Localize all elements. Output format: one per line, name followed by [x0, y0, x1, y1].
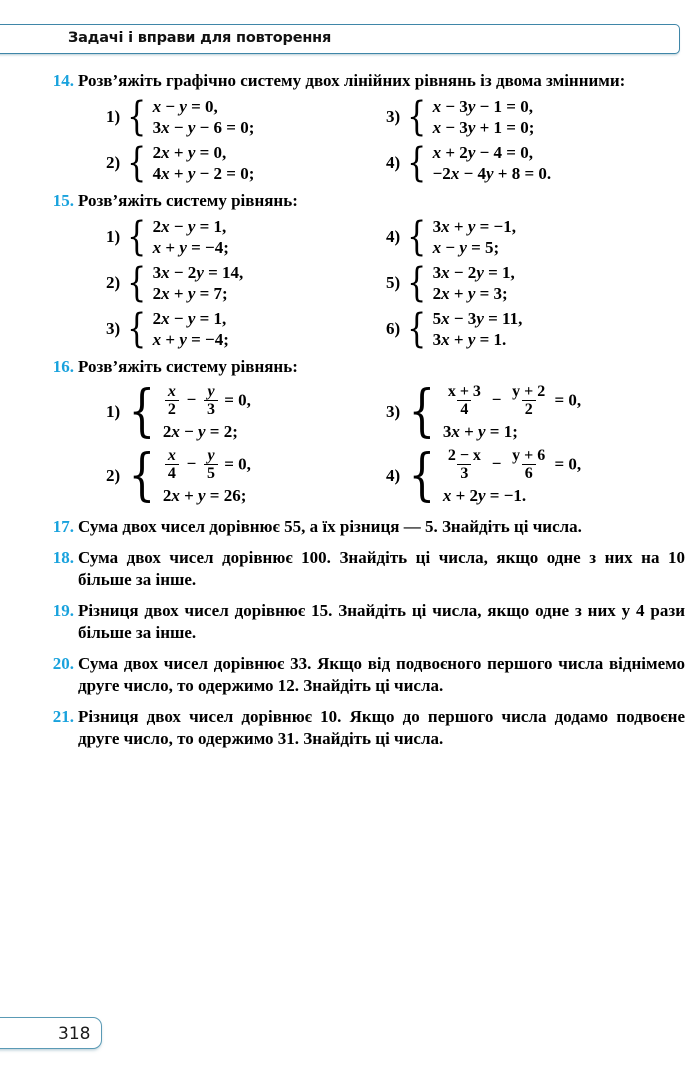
fraction-numerator: x	[167, 383, 176, 400]
equation-stack	[433, 96, 685, 138]
equation-stack	[433, 308, 685, 350]
fraction-numerator: x + 3	[447, 383, 481, 400]
fraction-equation-rhs: = 0,	[224, 454, 251, 474]
task-prompt: Сума двох чисел дорівнює 33. Якщо від подвоєного першого числа віднімемо друге число, то одержимо 12. Знайдіть ці числа.	[78, 654, 685, 695]
system-grid-14	[106, 94, 685, 186]
brace-icon: {	[408, 378, 436, 444]
equation-stack	[153, 308, 386, 350]
system-label: 1)	[106, 107, 121, 126]
system-label: 4)	[386, 227, 401, 246]
fraction-equation-rhs: = 0,	[224, 390, 251, 410]
equation: 2x + y = 26;	[162, 486, 247, 505]
equation: 3x + y = 1.	[432, 330, 507, 349]
fraction-equation	[443, 446, 685, 485]
brace-icon: {	[407, 260, 427, 306]
fraction	[509, 384, 548, 417]
system-item	[106, 306, 386, 352]
page-number: 318	[58, 1024, 91, 1044]
equation-stack	[433, 142, 685, 184]
equation: 3x − 2y = 1,	[432, 263, 515, 282]
system-grid-15	[106, 214, 685, 352]
fraction-numerator: y + 6	[512, 447, 546, 464]
minus-operator: −	[186, 390, 197, 410]
system-item	[106, 94, 386, 140]
brace-icon: {	[128, 442, 156, 508]
system-label: 3)	[386, 402, 401, 421]
system-label: 6)	[386, 319, 401, 338]
system-item	[386, 306, 685, 352]
task-17	[0, 516, 695, 538]
task-prompt: Сума двох чисел дорівнює 100. Знайдіть ці числа, якщо одне з них на 10 більше за інше.	[78, 548, 685, 589]
system-grid-16	[106, 380, 685, 508]
task-19	[0, 600, 695, 644]
fraction-denominator: 4	[165, 464, 179, 481]
equation: x − y = 0,	[152, 97, 218, 116]
equation: x + y = −4;	[152, 238, 229, 257]
minus-operator: −	[186, 454, 197, 474]
system-label: 1)	[106, 402, 121, 421]
equation: 3x − 2y = 14,	[152, 263, 244, 282]
system-item	[386, 94, 685, 140]
task-prompt: Розв’яжіть систему рівнянь:	[78, 191, 298, 210]
task-prompt: Сума двох чисел дорівнює 55, а їх різниця — 5. Знайдіть ці числа.	[78, 517, 582, 536]
fraction	[509, 448, 548, 481]
equation-stack	[163, 446, 386, 506]
fraction-denominator: 3	[204, 400, 218, 417]
fraction	[445, 448, 484, 481]
equation: x + y = −4;	[152, 330, 229, 349]
brace-icon: {	[407, 306, 427, 352]
equation-stack	[163, 382, 386, 442]
task-number: 17.	[52, 517, 74, 536]
equation: 4x + y − 2 = 0;	[152, 164, 255, 183]
task-14	[0, 70, 695, 186]
brace-icon: {	[127, 94, 147, 140]
task-number: 18.	[52, 548, 74, 567]
fraction-equation-rhs: = 0,	[554, 454, 582, 474]
equation-stack	[153, 142, 386, 184]
brace-icon: {	[127, 306, 147, 352]
equation-stack	[153, 216, 386, 258]
fraction-denominator: 3	[457, 464, 471, 481]
task-number: 16.	[52, 357, 74, 376]
equation: x − 3y + 1 = 0;	[432, 118, 535, 137]
task-prompt: Розв’яжіть систему рівнянь:	[78, 357, 298, 376]
minus-operator: −	[491, 454, 502, 474]
fraction-denominator: 6	[522, 464, 536, 481]
task-21	[0, 706, 695, 750]
fraction-equation	[443, 382, 685, 421]
task-prompt: Різниця двох чисел дорівнює 15. Знайдіть ці числа, якщо одне з них у 4 рази більше за інше.	[78, 601, 685, 642]
system-item	[386, 380, 685, 444]
system-item	[386, 444, 685, 508]
task-number: 19.	[52, 601, 74, 620]
minus-operator: −	[491, 390, 502, 410]
fraction-numerator: y	[207, 383, 215, 400]
task-16	[0, 356, 695, 508]
fraction-denominator: 2	[522, 400, 536, 417]
system-label: 3)	[106, 319, 121, 338]
fraction-equation	[163, 382, 386, 421]
task-prompt: Різниця двох чисел дорівнює 10. Якщо до першого числа додамо подвоєне друге число, то одержимо 31. Знайдіть ці числа.	[78, 707, 685, 748]
equation: 3x − y − 6 = 0;	[152, 118, 255, 137]
equation-stack	[153, 262, 386, 304]
fraction-denominator: 2	[165, 400, 179, 417]
system-label: 1)	[106, 227, 121, 246]
fraction-denominator: 5	[204, 464, 218, 481]
equation: 3x + y = 1;	[442, 422, 518, 441]
equation: x − y = 5;	[432, 238, 500, 257]
brace-icon: {	[408, 442, 436, 508]
brace-icon: {	[407, 214, 427, 260]
equation: 3x + y = −1,	[432, 217, 516, 236]
page-content	[0, 70, 695, 752]
system-item	[386, 260, 685, 306]
equation: 2x − y = 2;	[162, 422, 238, 441]
equation-stack	[443, 446, 685, 506]
task-20	[0, 653, 695, 697]
fraction-numerator: 2 − x	[447, 447, 481, 464]
equation-stack	[433, 216, 685, 258]
brace-icon: {	[128, 378, 156, 444]
brace-icon: {	[127, 140, 147, 186]
fraction-equation	[163, 446, 386, 485]
system-label: 2)	[106, 273, 121, 292]
fraction-equation-rhs: = 0,	[554, 390, 582, 410]
system-item	[386, 214, 685, 260]
fraction-numerator: x	[167, 447, 176, 464]
fraction	[445, 384, 484, 417]
equation: 2x + y = 3;	[432, 284, 508, 303]
equation: x + 2y = −1.	[442, 486, 527, 505]
equation: 2x − y = 1,	[152, 217, 227, 236]
brace-icon: {	[127, 260, 147, 306]
fraction-numerator: y	[207, 447, 215, 464]
fraction	[204, 384, 218, 417]
equation: x − 3y − 1 = 0,	[432, 97, 533, 116]
system-item	[106, 214, 386, 260]
system-label: 2)	[106, 153, 121, 172]
equation-stack	[433, 262, 685, 304]
equation-stack	[153, 96, 386, 138]
fraction-numerator: y + 2	[512, 383, 546, 400]
equation: 2x − y = 1,	[152, 309, 227, 328]
task-number: 21.	[52, 707, 74, 726]
system-item	[106, 260, 386, 306]
fraction	[165, 448, 179, 481]
system-item	[386, 140, 685, 186]
brace-icon: {	[127, 214, 147, 260]
system-label: 2)	[106, 466, 121, 485]
system-label: 4)	[386, 153, 401, 172]
task-15	[0, 190, 695, 352]
task-prompt: Розв’яжіть графічно систему двох лінійних рівнянь із двома змінними:	[78, 71, 626, 90]
task-number: 20.	[52, 654, 74, 673]
brace-icon: {	[407, 140, 427, 186]
system-label: 3)	[386, 107, 401, 126]
equation-stack	[443, 382, 685, 442]
fraction	[165, 384, 179, 417]
system-item	[106, 380, 386, 444]
system-item	[106, 140, 386, 186]
system-item	[106, 444, 386, 508]
equation: x + 2y − 4 = 0,	[432, 143, 533, 162]
equation: −2x − 4y + 8 = 0.	[432, 164, 552, 183]
equation: 2x + y = 7;	[152, 284, 228, 303]
fraction	[204, 448, 218, 481]
brace-icon: {	[407, 94, 427, 140]
equation: 2x + y = 0,	[152, 143, 227, 162]
equation: 5x − 3y = 11,	[432, 309, 523, 328]
system-label: 5)	[386, 273, 401, 292]
task-number: 15.	[52, 191, 74, 210]
system-label: 4)	[386, 466, 401, 485]
task-number: 14.	[52, 71, 74, 90]
fraction-denominator: 4	[457, 400, 471, 417]
task-18	[0, 547, 695, 591]
running-header-title: Задачі і вправи для повторення	[68, 30, 332, 46]
